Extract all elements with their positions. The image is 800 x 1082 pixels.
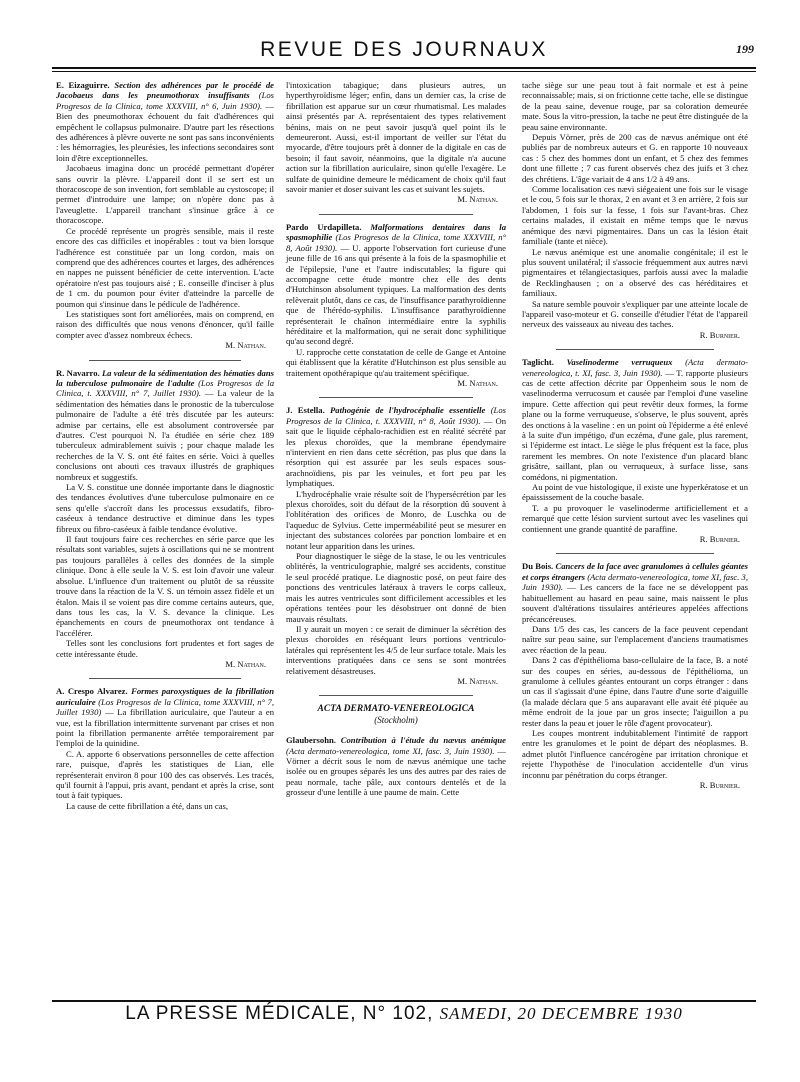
article-paragraph: La V. S. constitue une donnée importante dans le diagnostic des tendances évolutives d'une tuberculose pulmonaire en ce sens qu'elle s'accroît dans les processus exsudatifs, fibro-caséeux à tendance destructive et diminue dans les types fibreux ou fibro-caséeux à faible tendance évolutive. xyxy=(56,482,274,534)
footer-rule xyxy=(52,1000,756,1002)
article-separator xyxy=(319,214,473,215)
article-title: Vaselinoderme verruqueux xyxy=(566,357,673,368)
article xyxy=(286,735,506,797)
article-reference: (Acta dermato-venereologica, tome XI, fasc. 3, Juin 1930). xyxy=(522,571,748,593)
page-number: 199 xyxy=(736,42,754,56)
article-author: Glaubersohn. xyxy=(286,735,336,746)
article-paragraph: La cause de cette fibrillation a été, dans un cas, xyxy=(66,800,229,811)
article-title: Formes paroxystiques de la fibrillation auriculaire xyxy=(56,686,274,707)
article-paragraph: T. a pu provoquer le vaselinoderme artificiellement et a remarqué que cette lésion survient surtout avec les vaselines qui contiennent une grande quantité de paraffine. xyxy=(522,502,748,534)
footer-journal: LA PRESSE MÉDICALE, N° 102, xyxy=(125,1003,440,1024)
article-signature: M. Nathan. xyxy=(225,658,266,669)
article-continuation xyxy=(522,80,748,340)
article-signature: M. Nathan. xyxy=(457,675,498,686)
article-separator xyxy=(319,397,473,398)
article-reference: (Los Progresos de la Clinica, tome XXXVIII, n° 6, Juin 1930). xyxy=(56,90,274,111)
page-header xyxy=(52,36,756,66)
article-lead xyxy=(286,735,506,797)
article-text: — La fibrillation auriculaire, que l'auteur a en vue, est la fibrillation intermittente survenant par crises et non point la fibrillation permanente arrêtée temporairement par l'emploi de la quinidine. xyxy=(56,707,274,749)
article-signature: M. Nathan. xyxy=(225,340,266,351)
article-separator xyxy=(556,349,714,350)
article-signature: M. Nathan. xyxy=(457,377,498,388)
article-separator xyxy=(319,695,473,696)
footer-date: SAMEDI, 20 DECEMBRE 1930 xyxy=(439,1004,683,1023)
article xyxy=(56,80,274,351)
article xyxy=(56,686,274,811)
article-lead xyxy=(286,222,506,347)
article-title: La valeur de la sédimentation des hématies dans la tuberculose pulmonaire de l'adulte xyxy=(56,367,274,388)
article-paragraph: Pour diagnostiquer le siège de la stase, le ou les ventricules oblitérés, la ventriculographie, malgré ses accidents, constitue le seul procédé pratique. Le diagnostic posé, on peut faire des ponctions des ventricules latéraux à travers le corps calleux, mais les autres ventricules sont difficilement accessibles et les opérations tentées pour les désobstruer ont donné de bien mauvais résultats. xyxy=(286,551,506,624)
header-rule xyxy=(52,67,756,69)
article-reference: (Acta dermato-venereologica, t. XI, fasc. 3, Juin 1930). xyxy=(522,357,748,378)
article-lead xyxy=(56,80,274,163)
article-title: Section des adhérences par le procédé de Jacobaeus dans les pneumothorax insuffisants xyxy=(56,80,274,101)
article xyxy=(56,368,274,670)
article-reference: (Los Progresos de la Clinica, t. XXXVIII, n° 7, Juillet 1930). xyxy=(56,377,274,399)
article-continuation xyxy=(286,80,506,205)
article-text: — On sait que le liquide céphalo-rachidien est en réalité sécrété par les plexus choroïdes, que la membrane épendymaire n'intervient en rien dans cette sécrétion, pas plus que dans la résorption qui est assurée par les seuls espaces sous-arachnoïdiens, pis par les veinules, et fort peu par les lymphatiques. xyxy=(286,415,506,489)
article-author: Pardo Urdapilleta. xyxy=(286,221,362,232)
journal-section-title: REVUE DES JOURNAUX xyxy=(260,38,548,61)
article-text: — Vörner a décrit sous le nom de nævus anémique une tache isolée ou en groupes séparés les uns des autres par des raies de peau normale, tache pâle, aux contours dentelés et de la grosseur d'une lentille à une paume de main. Cette xyxy=(286,745,506,798)
article xyxy=(522,357,748,544)
article-signature: R. Burnier. xyxy=(699,534,740,545)
article-paragraph: Au point de vue histologique, il existe une hyperkératose et un épaississement de la couche basale. xyxy=(522,482,748,503)
article-signature: R. Burnier. xyxy=(699,780,740,790)
article-separator xyxy=(556,553,714,554)
article-author: E. Eizaguirre. xyxy=(56,80,110,90)
article-paragraph: Telles sont les conclusions fort prudentes et fort sages de cette intéressante étude. xyxy=(56,638,274,659)
article-paragraph: Dans 2 cas d'épithélioma baso-cellulaire de la face, B. a noté sur des coupes en séries, au-dessous de l'épithélioma, un granulome à cellules géantes entourant un corps étranger : dans un cas il s'agissait d'une épine, dans l'autre d'une sorte d'aiguille (la malade déclara que 5 ans auparavant elle avait été piquée au même endroit de la joue par un gros insecte; l'aiguillon a pu rester dans la peau et jouer le rôle d'agent provocateur). xyxy=(522,655,748,728)
section-subheading: (Stockholm) xyxy=(374,714,418,725)
article-paragraph: Ce procédé représente un progrès sensible, mais il reste encore des cas difficiles et inopérables : tout va bien lorsque l'adhérence est constituée par un long cordon, mais on comprend que des adhérences courtes et larges, des adhérences en nappes ne puissent bénéficier de cette intervention. L'acte opératoire n'est pas toujours aisé ; E. conseille d'inciser à plus de 1 cm. du poumon pour éviter d'atteindre la parcelle de poumon qui s'insinue dans le pédicule de l'adhérence. xyxy=(56,225,274,309)
article-text: — Bien des pneumothorax échouent du fait d'adhérences qui empêchent le collapsus pulmonaire. D'autre part les résections des adhérences à plèvre ouverte ne sont pas sans inconvénients : les hémorragies, les pleurésies, les infections secondaires sont loin d'être exceptionnelles. xyxy=(56,100,274,163)
article-signature: M. Nathan. xyxy=(457,194,498,205)
article-reference: (Los Progresos de la Clinica, t. XXXVIII, n° 8, Août 1930). xyxy=(286,405,506,426)
article xyxy=(286,405,506,686)
article-reference: (Los Progresos de la Clinica, tome XXXVIII, n° 8, Août 1930). xyxy=(286,232,507,253)
article-paragraph: Les statistiques sont fort améliorées, mais on comprend, en raison des difficultés que nous venons d'énoncer, qu'il faille compter avec d'assez nombreux échecs. xyxy=(56,308,274,340)
article-signature: R. Burnier. xyxy=(699,329,740,340)
article-lead xyxy=(56,686,274,748)
column-left xyxy=(56,80,274,820)
article-title: Contribution à l'étude du nævus anémique xyxy=(340,735,506,746)
article-author: J. Estella. xyxy=(286,405,325,416)
article-separator xyxy=(89,678,242,679)
section-heading: ACTA DERMATO-VENEREOLOGICA xyxy=(317,704,475,715)
column-middle xyxy=(286,80,506,807)
article-reference: (Los Progresos de la Clinica, tome XXXVIII, n° 7, Juillet 1930) xyxy=(56,696,274,718)
article-paragraph: Depuis Vörner, près de 200 cas de nævus anémique ont été publiés par de nombreux auteurs et G. en rapporte 10 nouveaux cas : 5 chez des hommes dont un enfant, et 5 chez des femmes dont une fillette ; 7 cas furent observés chez des juifs et 3 chez des chrétiens. L'âge variait de 4 ans 1/2 à 49 ans. xyxy=(522,132,748,184)
article-separator xyxy=(89,360,242,361)
column-right xyxy=(522,80,748,799)
article-title: Cancers de la face avec granulomes à cellules géantes et corps étrangers xyxy=(522,561,749,582)
article xyxy=(286,222,506,389)
article-text: — T. rapporte plusieurs cas de cette affection décrite par Oppenheim sous le nom de vaselinoderma verrucosum et causée par l'emploi d'une vaseline impure. Cette affection qui peut revêtir deux formes, la forme plane ou la forme verruqueuse, s'observe, le plus souvent, après des onctions à la vaseline : en un point où l'épiderme a été enlevé à la suite d'un impétigo, d'un eczéma, d'une gale, plus rarement, si l'épiderme est intact. Le siège le plus fréquent est la face, plus rarement les membres. On note l'existence d'un placard blanc grisâtre, saillant, plan ou verruqueux, à surface lisse, sans comédons, ni pigmentation. xyxy=(522,367,748,482)
article-paragraph: Jacobaeus imagina donc un procédé permettant d'opérer sans ouvrir la plèvre. L'appareil dont il se sert est un thoracoscope de son invention, fort semblable au cystoscope; il permet d'introduire une lampe; on n'opère donc pas à l'aveuglette. L'appareil tranchant s'insinue grâce à ce thoracoscope. xyxy=(56,163,274,226)
article-paragraph: Dans 1/5 des cas, les cancers de la face peuvent cependant naître sur peau saine, sur l'emplacement d'anciens traumatismes avec réaction de la peau. xyxy=(522,623,748,655)
article xyxy=(522,561,748,790)
article-paragraph: U. rapproche cette constatation de celle de Gange et Antoine qui établissent que la kératite d'Hutchinson est plus sensible au traitement opothérapique qu'au traitement spécifique. xyxy=(286,346,506,378)
article-paragraph: Il y aurait un moyen : ce serait de diminuer la sécrétion des plexus choroïdes en réséquant leurs portions ventriculo-latérales qui représentent les 4/5 de leur surface totale. Mais les interventions pratiquées dans ce sens se sont montrées relativement désastreuses. xyxy=(286,623,506,676)
page-footer xyxy=(52,1003,756,1029)
article-reference: (Acta dermato-venereologica, tome XI, fasc. 3, Juin 1930). xyxy=(286,745,495,756)
article-lead xyxy=(522,357,748,482)
article-text: — Les cancers de la face ne se développent pas habituellement au hasard en peau saine, mais naissent le plus souvent d'altérations tissulaires antérieures appelées affections précancéreuses. xyxy=(522,582,748,624)
article-lead xyxy=(522,561,748,623)
header-rule-thin xyxy=(52,71,756,72)
article-author: A. Crespo Alvarez. xyxy=(56,686,128,697)
article-paragraph: L'hydrocéphalie vraie résulte soit de l'hypersécrétion par les plexus choroïdes, soit du défaut de la résorption dû souvent à l'oblitération des orifices de Monro, de Luschka ou de l'aqueduc de Sylvius. Cette imperméabilité peut se mesurer en injectant des substances colorées par ponction lombaire et en notant leur apparition dans les urines. xyxy=(286,488,506,551)
article-paragraph: Il faut toujours faire ces recherches en série parce que les résultats sont variables, sujets à oscillations qui ne se montrent pas toujours parallèles à celles des données de la simple clinique. Donc à elle seule la V. S. est loin d'avoir une valeur absolue. L'influence d'un traitement ou plutôt de sa réussite trouve dans la réaction de la V. S. un témoin assez fidèle et un étalon. Mais il se voient pas dire comme certains auteurs, que, dans tous les cas, la V. S. devance la clinique. Les épanchements en cours de pneumothorax ont tendance à l'accélérer. xyxy=(56,534,274,638)
article-paragraph: tache siège sur une peau tout à fait normale et est à peine reconnaissable; mais, si on frictionne cette tache, elle se distingue de la peau saine, devenue rouge, par sa coloration demeurée mate. Sous la vitro-pression, la tache ne peut être distinguée de la peau saine environnante. xyxy=(522,80,748,132)
article-paragraph: l'intoxication tabagique; dans plusieurs autres, un hyperthyroïdisme léger; enfin, dans un dernier cas, la crise de fibrillation est apparue sur un cœur rhumatismal. Les malades ainsi présentés par A. représentaient des types relativement bénins, mais on ne peut savoir jusqu'à quel point ils le demeureront. Aussi, est-il important de veiller sur l'état du myocarde, d'être toujours prêt à donner de la digitale en cas de besoin; il faut savoir, néanmoins, que la digitale n'a aucune action sur la fibrillation auriculaire, sinon qu'elle l'exagère. Le sulfate de quinidine demeure le médicament de choix qu'il faut savoir manier et doser suivant les cas et suivant les sujets. xyxy=(286,80,506,195)
article-paragraph: C. A. apporte 6 observations personnelles de cette affection rare, puisque, d'après les statistiques de Lian, elle représenterait environ 8 pour 100 des cas observés. Les tracés, qu'il fournit à l'appui, pris avant, pendant et après la crise, sont tout à fait typiques. xyxy=(56,748,274,801)
article-author: Taglicht. xyxy=(522,357,554,368)
article-lead xyxy=(56,368,274,482)
article-paragraph: Le nævus anémique est une anomalie congénitale; il est le plus souvent unilatéral; il s'associe fréquemment aux autres nævi pigmentaires et télangiectasiques, parfois aussi avec la maladie de Recklinghausen ; on a observé des cas héréditaires et familiaux. xyxy=(522,246,748,299)
article-lead xyxy=(286,405,506,488)
article-text: — La valeur de la sédimentation des hématies dans le pronostic de la tuberculose pulmonaire de l'adulte a été très discutée par les auteurs: admise par certains, elle est absolument controversée par d'autres. C'est pourquoi N. l'a étudiée en série chez 189 tuberculeux admirablement suivis ; pour chaque malade les recherches de la V. S. ont été faites en série. Voici à quelles conclusions ont abouti ces travaux illustrés de graphiques nombreux et suggestifs. xyxy=(56,388,274,482)
article-text: — U. apporte l'observation fort curieuse d'une jeune fille de 16 ans qui présente à la fois de la spasmophilie et de l'épilepsie, l'une et l'autre indiscutables; la figure qui accompagne cette étude montre chez elle des dents d'Hutchinson absolument typiques. La malformation des dents relèverait plutôt, dans ce cas, de l'insuffisance parathyroïdienne que de l'hérédo-syphilis. L'insuffisance parathyroïdienne représenterait le chaînon intermédiaire entre la syphilis héréditaire et la malformation, qui ne serait donc syphilitique qu'au second degré. xyxy=(286,242,506,347)
article-title: Pathogénie de l'hydrocéphalie essentielle xyxy=(330,405,486,416)
article-paragraph: Sa nature semble pouvoir s'expliquer par une atteinte locale de l'appareil vaso-moteur et G. conseille d'étudier l'état de l'appareil nerveux des vaisseaux au niveau des taches. xyxy=(522,298,748,330)
article-author: R. Navarro. xyxy=(56,367,100,378)
article-paragraph: Comme localisation ces nævi siégeaient une fois sur le visage et le cou, 5 fois sur le thorax, 2 en avant et 3 en arrière, 2 fois sur l'abdomen, 1 fois sur la fesse, 1 fois sur l'avant-bras. Chez certains malades, il existait en même temps que le nævus anémique des nævi pigmentaires. Dans un cas la lésion était familiale (tante et nièce). xyxy=(522,184,748,247)
article-author: Du Bois. xyxy=(522,561,554,572)
article-paragraph: Les coupes montrent indubitablement l'intimité de rapport entre les granulomes et le point de départ des néoplasmes. B. admet plutôt l'influence cancérogène par irritation chronique et rejette l'hypothèse de l'inoculation accidentelle d'un virus inconnu par pénétration du corps étranger. xyxy=(522,727,748,780)
article-title: Malformations dentaires dans la spasmophilie xyxy=(286,221,506,243)
